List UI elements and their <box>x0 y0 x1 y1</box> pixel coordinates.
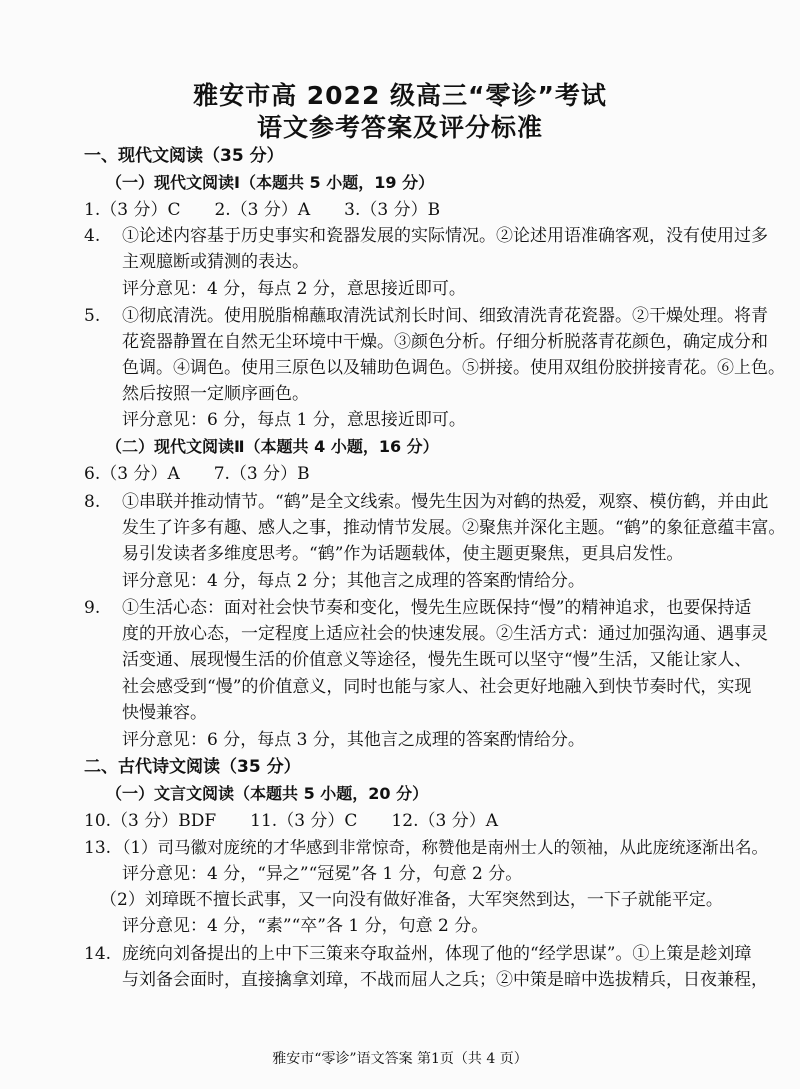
question-number-q5: 5. <box>84 306 101 326</box>
answer-q8-line3: 易引发读者多维度思考。“鹤”作为话题载体，使主题更聚焦，更具启发性。 <box>122 544 684 564</box>
answer-q14-line2: 与刘备会面时，直接擒拿刘璋，不战而屈人之兵；②中策是暗中选拔精兵，日夜兼程， <box>122 970 768 990</box>
answer-q8-line2: 发生了许多有趣、感人之事，推动情节发展。②聚焦并深化主题。“鹤”的象征意蕴丰富。 <box>122 518 786 538</box>
answer-q5-line3: 色调。④调色。使用三原色以及辅助色调色。⑤拼接。使用双组份胶拼接青花。⑥上色。 <box>122 358 785 378</box>
answer-line-q10-12: 10.（3 分）BDF 11.（3 分）C 12.（3 分）A <box>84 811 498 831</box>
answer-q5-line2: 花瓷器静置在自然无尘环境中干燥。③颜色分析。仔细分析脱落青花颜色，确定成分和 <box>122 332 768 352</box>
answer-q9-line5: 快慢兼容。 <box>122 703 207 723</box>
answer-q13-part2: （2）刘璋既不擅长武事，又一向没有做好准备，大军突然到达，一下子就能平定。 <box>100 890 723 910</box>
score-note-q4: 评分意见：4 分，每点 2 分，意思接近即可。 <box>122 279 466 299</box>
score-note-q13-part2: 评分意见：4 分，“素”“卒”各 1 分，句意 2 分。 <box>122 916 489 936</box>
answer-q9-line2: 度的开放心态，一定程度上适应社会的快速发展。②生活方式：通过加强沟通、遇事灵 <box>122 624 768 644</box>
answer-q9-line4: 社会感受到“慢”的价值意义，同时也能与家人、社会更好地融入到快节奏时代，实现 <box>122 677 752 697</box>
score-note-q5: 评分意见：6 分，每点 1 分，意思接近即可。 <box>122 410 466 430</box>
answer-line-q6-7: 6.（3 分）A 7.（3 分）B <box>84 464 310 484</box>
section-heading-modern-reading: 一、现代文阅读（35 分） <box>84 146 284 166</box>
question-number-q14: 14. <box>84 944 112 964</box>
question-number-q4: 4. <box>84 226 101 246</box>
score-note-q8: 评分意见：4 分，每点 2 分；其他言之成理的答案酌情给分。 <box>122 571 585 591</box>
answer-q8-line1: ①串联并推动情节。“鹤”是全文线索。慢先生因为对鹤的热爱，观察、模仿鹤，并由此 <box>122 492 769 512</box>
answer-q9-line3: 活变通、展现慢生活的价值意义等途径，慢先生既可以坚守“慢”生活，又能让家人、 <box>122 650 752 670</box>
subsection-heading-modern-reading-1: （一）现代文阅读Ⅰ（本题共 5 小题，19 分） <box>106 173 435 192</box>
subsection-heading-classical-reading-1: （一）文言文阅读（本题共 5 小题，20 分） <box>106 784 429 803</box>
page-footer: 雅安市“零诊”语文答案 第1页（共 4 页） <box>272 1051 528 1067</box>
answer-q9-line1: ①生活心态：面对社会快节奏和变化，慢先生应既保持“慢”的精神追求，也要保持适 <box>122 598 752 618</box>
section-heading-classical-reading: 二、古代诗文阅读（35 分） <box>84 757 301 777</box>
document-title: 雅安市高 2022 级高三“零诊”考试 <box>193 81 607 110</box>
answer-q13-part1: （1）司马徽对庞统的才华感到非常惊奇，称赞他是南州士人的领袖，从此庞统逐渐出名。 <box>114 838 768 857</box>
question-number-q9: 9. <box>84 598 101 618</box>
answer-q5-line1: ①彻底清洗。使用脱脂棉蘸取清洗试剂长时间、细致清洗青花瓷器。②干燥处理。将青 <box>122 306 768 326</box>
score-note-q13-part1: 评分意见：4 分，“异之”“冠冕”各 1 分，句意 2 分。 <box>122 864 523 884</box>
answer-q4-line2: 主观臆断或猜测的表达。 <box>122 252 309 272</box>
question-number-q13: 13. <box>84 838 112 858</box>
answer-line-q1-3: 1.（3 分）C 2.（3 分）A 3.（3 分）B <box>84 200 441 220</box>
question-number-q8: 8. <box>84 492 101 512</box>
answer-q14-line1: 庞统向刘备提出的上中下三策来夺取益州，体现了他的“经学思谋”。①上策是趁刘璋 <box>122 944 752 964</box>
score-note-q9: 评分意见：6 分，每点 3 分，其他言之成理的答案酌情给分。 <box>122 730 585 750</box>
subsection-heading-modern-reading-2: （二）现代文阅读Ⅱ（本题共 4 小题，16 分） <box>106 437 439 456</box>
document-subtitle: 语文参考答案及评分标准 <box>256 113 543 142</box>
answer-q5-line4: 然后按照一定顺序画色。 <box>122 384 309 404</box>
answer-q4-line1: ①论述内容基于历史事实和瓷器发展的实际情况。②论述用语准确客观，没有使用过多 <box>122 226 768 246</box>
